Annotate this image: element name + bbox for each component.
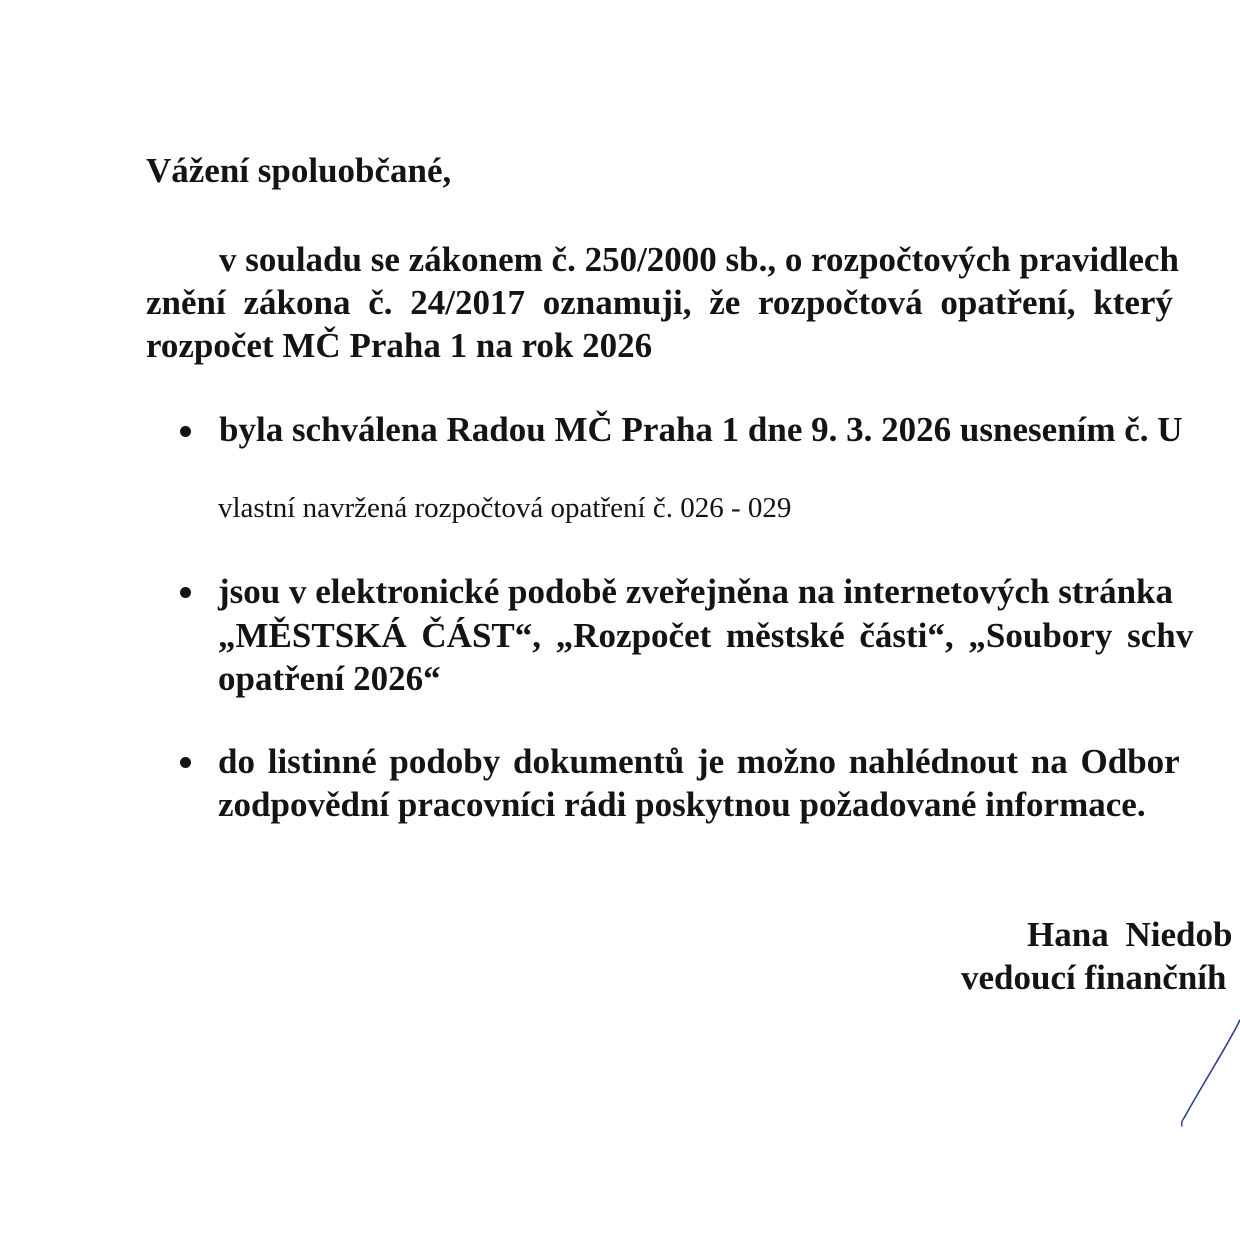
- handwritten-signature-icon: [1170, 1010, 1240, 1130]
- list-item-paper-copy-line-2: zodpovědní pracovníci rádi poskytnou požadované informace.: [218, 785, 1146, 824]
- signatory-title: vedoucí finančníh: [961, 958, 1227, 997]
- list-item-publication-line-3: opatření 2026“: [218, 659, 441, 698]
- bullet-icon: [180, 587, 191, 598]
- intro-line-1: v souladu se zákonem č. 250/2000 sb., o rozpočtových pravidlech: [219, 240, 1179, 279]
- list-item-approval-detail: vlastní navržená rozpočtová opatření č. 026 - 029: [218, 492, 792, 524]
- signatory-name: Hana Niedob: [1027, 915, 1233, 954]
- intro-line-2: znění zákona č. 24/2017 oznamuji, že rozpočtová opatření, který: [146, 283, 1173, 322]
- bullet-icon: [180, 426, 191, 437]
- list-item-publication-line-2: „MĚSTSKÁ ČÁST“, „Rozpočet městské části“, „Soubory schv: [218, 616, 1194, 655]
- bullet-icon: [180, 757, 191, 768]
- list-item-paper-copy-line-1: do listinné podoby dokumentů je možno nahlédnout na Odbor: [218, 742, 1180, 781]
- letter-greeting: Vážení spoluobčané,: [146, 151, 452, 190]
- list-item-publication-line-1: jsou v elektronické podobě zveřejněna na internetových stránka: [218, 572, 1173, 611]
- intro-line-3: rozpočet MČ Praha 1 na rok 2026: [146, 326, 653, 365]
- list-item-approval: byla schválena Radou MČ Praha 1 dne 9. 3. 2026 usnesením č. U: [219, 410, 1183, 449]
